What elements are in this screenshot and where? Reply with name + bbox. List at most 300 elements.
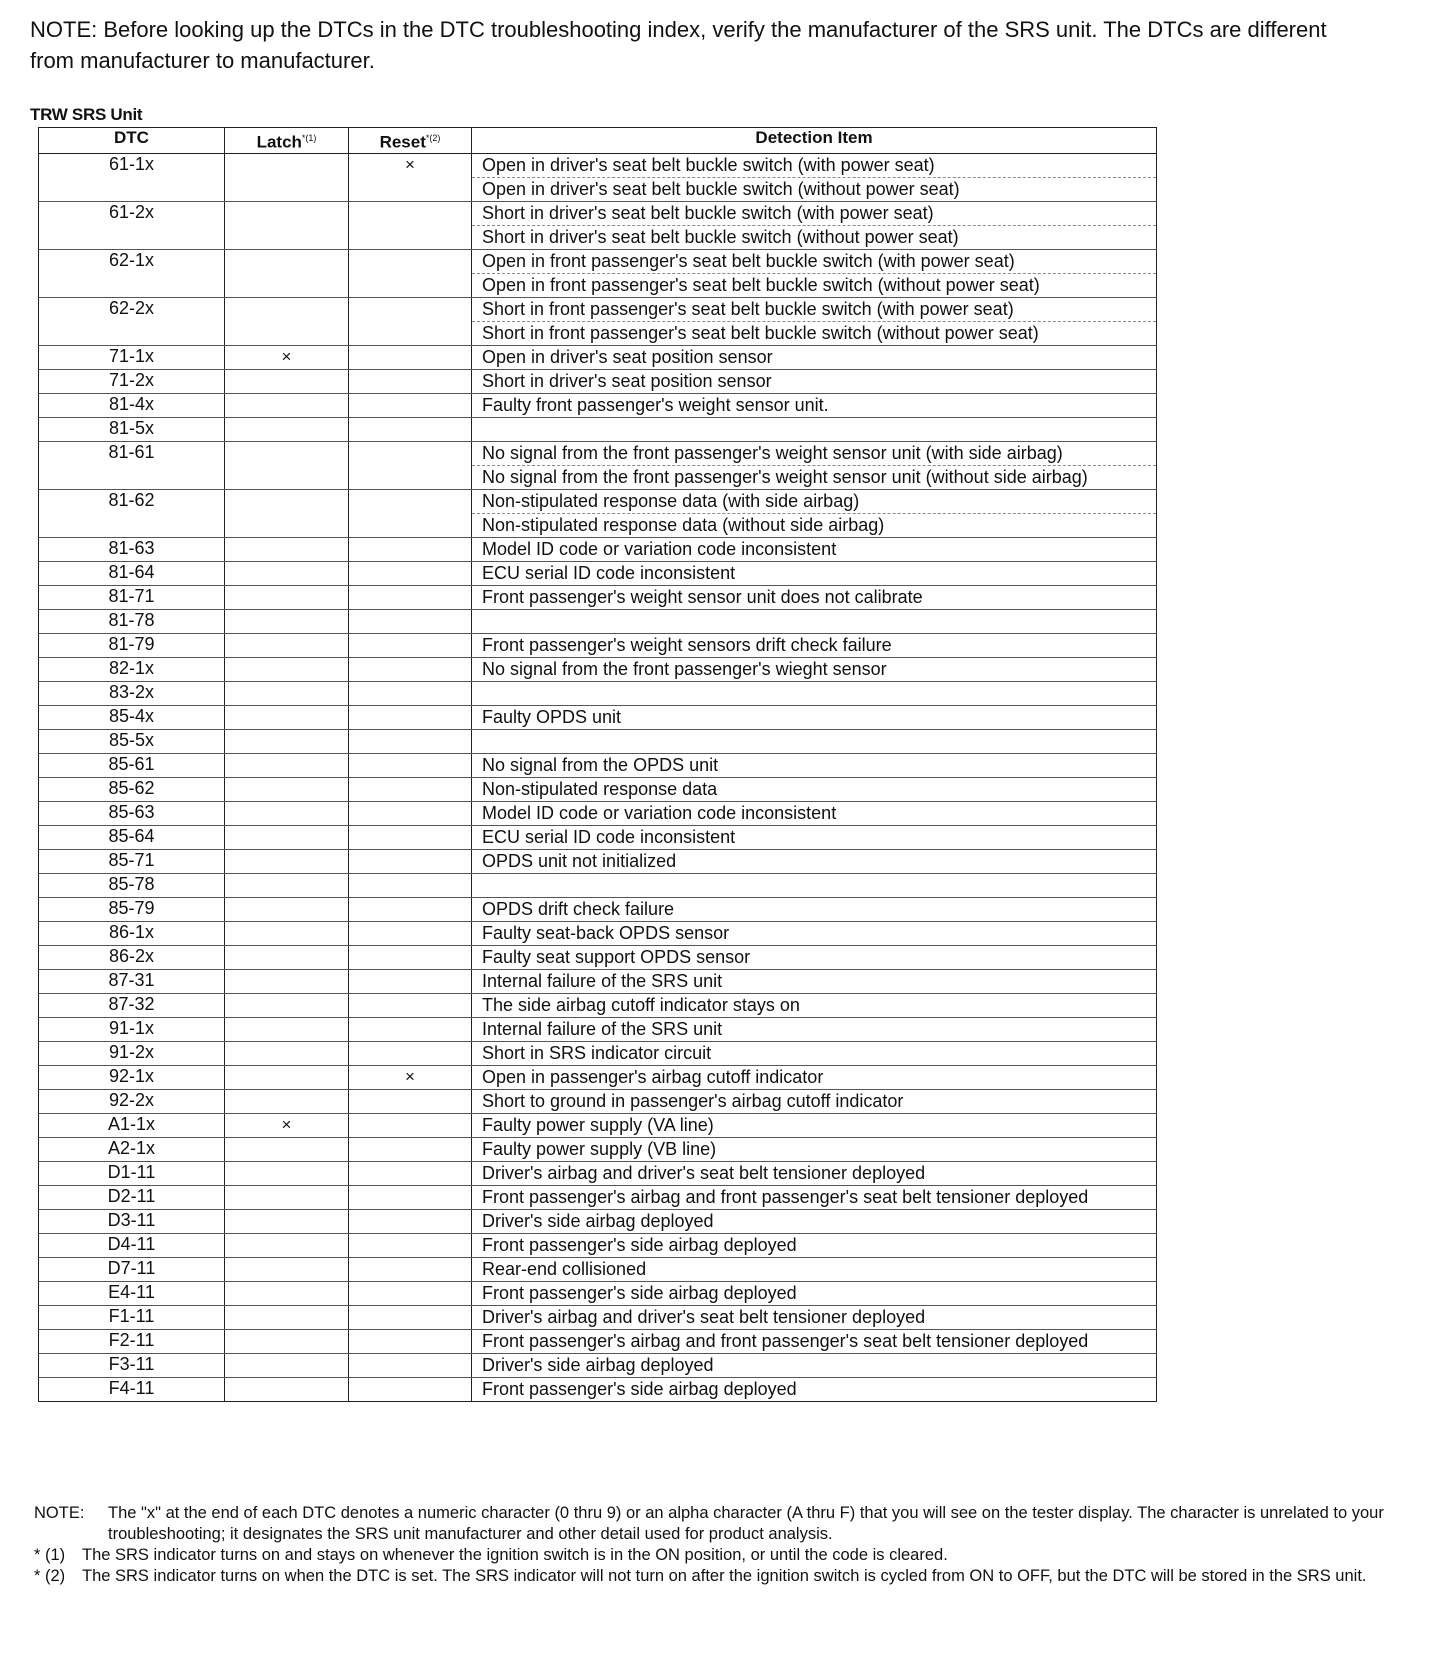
reset-mark [349,825,472,849]
detection-item: Front passenger's side airbag deployed [482,1378,797,1399]
detection-items [472,249,1157,297]
latch-mark [225,777,349,801]
detection-item: Open in driver's seat position sensor [482,346,773,367]
reset-mark [349,633,472,657]
reset-mark [349,393,472,417]
detection-item: Short in driver's seat belt buckle switch (without power seat) [482,226,959,247]
detection-item: Short in front passenger's seat belt buckle switch (without power seat) [482,322,1039,343]
latch-mark [225,1041,349,1065]
dtc-code: 85-5x [39,729,225,753]
dtc-code: 85-61 [39,753,225,777]
table-row [39,705,1157,729]
reset-mark [349,1329,472,1353]
detection-item: Model ID code or variation code inconsistent [482,802,837,823]
dtc-code: 86-2x [39,945,225,969]
dtc-code: D2-11 [39,1185,225,1209]
reset-mark: × [349,153,472,201]
header-dtc: DTC [39,128,225,154]
dtc-code: 81-5x [39,417,225,441]
latch-mark [225,153,349,201]
table-row [39,369,1157,393]
latch-mark [225,609,349,633]
latch-mark [225,729,349,753]
detection-item [472,730,1156,753]
latch-mark [225,681,349,705]
detection-items [472,753,1157,777]
latch-mark [225,849,349,873]
reset-mark [349,201,472,249]
detection-items [472,489,1157,537]
table-row [39,537,1157,561]
table-row [39,417,1157,441]
detection-item [472,610,1156,633]
reset-mark [349,897,472,921]
dtc-code: 81-62 [39,489,225,537]
table-row [39,897,1157,921]
detection-item: Driver's side airbag deployed [482,1210,714,1231]
reset-mark [349,1185,472,1209]
reset-mark [349,705,472,729]
detection-items [472,1065,1157,1089]
detection-items [472,945,1157,969]
detection-item: Short in driver's seat belt buckle switch (with power seat) [472,202,1156,226]
detection-item: Front passenger's airbag and front passenger's seat belt tensioner deployed [482,1330,1089,1351]
dtc-table [38,127,1157,1402]
latch-mark [225,417,349,441]
latch-mark [225,393,349,417]
dtc-code: 83-2x [39,681,225,705]
detection-items [472,1089,1157,1113]
reset-mark [349,1089,472,1113]
dtc-code: 85-64 [39,825,225,849]
reset-mark [349,873,472,897]
table-row [39,873,1157,897]
table-row [39,849,1157,873]
table-row [39,1017,1157,1041]
dtc-code: 81-78 [39,609,225,633]
dtc-code: 71-2x [39,369,225,393]
dtc-code: 61-2x [39,201,225,249]
reset-mark [349,1353,472,1377]
table-row [39,585,1157,609]
bottom-notes [34,1503,1394,1587]
table-row [39,1353,1157,1377]
reset-mark [349,561,472,585]
dtc-code: 85-62 [39,777,225,801]
table-row [39,1257,1157,1281]
detection-items [472,801,1157,825]
latch-mark [225,1257,349,1281]
dtc-code: F4-11 [39,1377,225,1401]
detection-item: OPDS drift check failure [482,898,675,919]
latch-mark [225,1089,349,1113]
table-row [39,345,1157,369]
dtc-code: 85-79 [39,897,225,921]
table-row [39,297,1157,345]
dtc-code: 82-1x [39,657,225,681]
latch-mark [225,1353,349,1377]
latch-mark [225,897,349,921]
table-row [39,153,1157,201]
table-row [39,1377,1157,1401]
table-row [39,1233,1157,1257]
detection-item: Internal failure of the SRS unit [482,1018,723,1039]
reset-mark [349,1233,472,1257]
table-row [39,753,1157,777]
detection-items [472,777,1157,801]
reset-mark [349,1305,472,1329]
reset-mark [349,801,472,825]
reset-mark [349,849,472,873]
detection-items [472,1137,1157,1161]
detection-items [472,609,1157,633]
detection-item [472,682,1156,705]
detection-items [472,201,1157,249]
dtc-code: A2-1x [39,1137,225,1161]
table-row [39,441,1157,489]
reset-mark [349,945,472,969]
dtc-code: 61-1x [39,153,225,201]
detection-items [472,369,1157,393]
footnote-2-text: The SRS indicator turns on when the DTC is set. The SRS indicator will not turn on after the ignition switch is cycled from ON to OFF, but the DTC will be stored in the SRS unit. [82,1567,1367,1585]
detection-item: Front passenger's weight sensor unit does not calibrate [482,586,923,607]
detection-item: Front passenger's side airbag deployed [482,1234,797,1255]
reset-mark [349,993,472,1017]
latch-mark [225,249,349,297]
table-row [39,921,1157,945]
footnote-2 [34,1566,1394,1587]
detection-item: Faulty power supply (VA line) [482,1114,714,1135]
detection-item: Non-stipulated response data [482,778,718,799]
dtc-code: 85-63 [39,801,225,825]
dtc-code: D7-11 [39,1257,225,1281]
detection-item: Faulty front passenger's weight sensor unit. [482,394,829,415]
detection-items [472,825,1157,849]
reset-mark [349,345,472,369]
footnote-1-text: The SRS indicator turns on and stays on whenever the ignition switch is in the ON position, or until the code is cleared. [82,1546,948,1564]
reset-mark [349,753,472,777]
dtc-code: 91-2x [39,1041,225,1065]
dtc-code: D1-11 [39,1161,225,1185]
dtc-code: 62-1x [39,249,225,297]
detection-items [472,849,1157,873]
detection-item: No signal from the front passenger's weight sensor unit (with side airbag) [472,442,1156,466]
latch-mark [225,945,349,969]
detection-items [472,537,1157,561]
latch-mark [225,921,349,945]
reset-mark [349,921,472,945]
reset-mark [349,249,472,297]
latch-mark [225,873,349,897]
latch-mark [225,489,349,537]
header-reset: Reset$^{*(2)}$ [349,128,472,154]
latch-mark [225,1281,349,1305]
reset-mark [349,609,472,633]
detection-item: No signal from the front passenger's wieght sensor [482,658,887,679]
header-detection-item: Detection Item [472,128,1157,154]
detection-item: Front passenger's weight sensors drift check failure [482,634,892,655]
reset-mark [349,585,472,609]
latch-mark [225,825,349,849]
latch-mark [225,801,349,825]
table-row [39,945,1157,969]
latch-mark [225,705,349,729]
dtc-code: 62-2x [39,297,225,345]
dtc-code: A1-1x [39,1113,225,1137]
detection-items [472,1329,1157,1353]
detection-item: No signal from the OPDS unit [482,754,719,775]
table-row [39,1329,1157,1353]
reset-mark: × [349,1065,472,1089]
latch-mark [225,1233,349,1257]
table-row [39,393,1157,417]
detection-items [472,585,1157,609]
dtc-code: 81-61 [39,441,225,489]
table-row [39,633,1157,657]
reset-mark [349,369,472,393]
latch-mark [225,1137,349,1161]
reset-mark [349,969,472,993]
footnote-1-label: * (1) [34,1546,66,1564]
latch-mark [225,633,349,657]
detection-item [472,418,1156,441]
reset-mark [349,297,472,345]
unit-title: TRW SRS Unit [30,105,143,124]
detection-item: Short in driver's seat position sensor [482,370,772,391]
table-row [39,1065,1157,1089]
reset-mark [349,1017,472,1041]
detection-items [472,1233,1157,1257]
reset-mark [349,729,472,753]
detection-items [472,969,1157,993]
latch-mark [225,1065,349,1089]
reset-mark [349,1377,472,1401]
table-row [39,249,1157,297]
detection-item: The side airbag cutoff indicator stays on [482,994,800,1015]
detection-item: ECU serial ID code inconsistent [482,562,736,583]
detection-items [472,729,1157,753]
detection-item: Model ID code or variation code inconsistent [482,538,837,559]
detection-items [472,993,1157,1017]
reset-mark [349,1041,472,1065]
detection-item: Short in front passenger's seat belt buckle switch (with power seat) [472,298,1156,322]
detection-items [472,417,1157,441]
dtc-code: 81-4x [39,393,225,417]
table-body [39,153,1157,1401]
table-row [39,993,1157,1017]
latch-mark [225,753,349,777]
detection-item: Faulty seat-back OPDS sensor [482,922,730,943]
table-row [39,1305,1157,1329]
top-note: NOTE: Before looking up the DTCs in the DTC troubleshooting index, verify the manufacturer of the SRS unit. The DTCs are different from manufacturer to manufacturer. [30,17,1327,73]
table-row [39,825,1157,849]
latch-mark [225,657,349,681]
table-row [39,1137,1157,1161]
detection-items [472,345,1157,369]
table-row [39,969,1157,993]
header-latch: Latch$^{*(1)}$ [225,128,349,154]
dtc-code: 92-1x [39,1065,225,1089]
detection-item: Non-stipulated response data (with side airbag) [472,490,1156,514]
dtc-code: 85-4x [39,705,225,729]
dtc-code: 85-78 [39,873,225,897]
dtc-code: 81-63 [39,537,225,561]
reset-mark [349,657,472,681]
reset-mark [349,489,472,537]
detection-items [472,657,1157,681]
detection-item: Open in front passenger's seat belt buckle switch (with power seat) [472,250,1156,274]
dtc-code: 85-71 [39,849,225,873]
detection-item: No signal from the front passenger's weight sensor unit (without side airbag) [482,466,1088,487]
table-row [39,609,1157,633]
footnote-1 [34,1545,1394,1566]
dtc-code: 92-2x [39,1089,225,1113]
latch-mark [225,297,349,345]
detection-item [472,874,1156,897]
detection-item: Faulty power supply (VB line) [482,1138,717,1159]
detection-items [472,1281,1157,1305]
table-row [39,729,1157,753]
dtc-code: F1-11 [39,1305,225,1329]
detection-items [472,1161,1157,1185]
detection-item: Open in driver's seat belt buckle switch (without power seat) [482,178,960,199]
reset-mark [349,1209,472,1233]
dtc-code: 71-1x [39,345,225,369]
detection-items [472,633,1157,657]
detection-items [472,1257,1157,1281]
detection-item: Driver's side airbag deployed [482,1354,714,1375]
reset-mark [349,417,472,441]
detection-item: Front passenger's side airbag deployed [482,1282,797,1303]
latch-mark [225,537,349,561]
table-row [39,1041,1157,1065]
dtc-code: 81-71 [39,585,225,609]
detection-items [472,873,1157,897]
detection-item: Open in passenger's airbag cutoff indicator [482,1066,824,1087]
detection-item: Faulty seat support OPDS sensor [482,946,751,967]
detection-items [472,1305,1157,1329]
detection-item: Open in front passenger's seat belt buckle switch (without power seat) [482,274,1040,295]
latch-mark [225,1377,349,1401]
dtc-code: D3-11 [39,1209,225,1233]
latch-mark: × [225,1113,349,1137]
latch-mark [225,201,349,249]
detection-items [472,681,1157,705]
reset-mark [349,537,472,561]
detection-items [472,705,1157,729]
latch-mark [225,1185,349,1209]
detection-item: Rear-end collisioned [482,1258,647,1279]
table-row [39,1281,1157,1305]
detection-item: Faulty OPDS unit [482,706,622,727]
detection-items [472,897,1157,921]
dtc-code: 81-79 [39,633,225,657]
detection-item: OPDS unit not initialized [482,850,677,871]
table-header-row [39,128,1157,154]
reset-mark [349,777,472,801]
table-row [39,561,1157,585]
dtc-code: 87-32 [39,993,225,1017]
detection-items [472,1017,1157,1041]
reset-mark [349,1257,472,1281]
latch-mark [225,1017,349,1041]
table-row [39,1161,1157,1185]
detection-item: Short to ground in passenger's airbag cutoff indicator [482,1090,904,1111]
reset-mark [349,681,472,705]
latch-mark [225,561,349,585]
dtc-code: F3-11 [39,1353,225,1377]
detection-item: Front passenger's airbag and front passenger's seat belt tensioner deployed [482,1186,1089,1207]
detection-item: Internal failure of the SRS unit [482,970,723,991]
note-x-character [34,1503,1394,1545]
footnote-2-label: * (2) [34,1567,66,1585]
detection-item: Driver's airbag and driver's seat belt tensioner deployed [482,1162,926,1183]
note-text: The "x" at the end of each DTC denotes a numeric character (0 thru 9) or an alpha character (A thru F) that you will see on the tester display. The character is unrelated to your troubleshooting; it designates the SRS unit manufacturer and other detail used for product analysis. [108,1504,1384,1543]
detection-items [472,1041,1157,1065]
table-row [39,1185,1157,1209]
dtc-code: D4-11 [39,1233,225,1257]
latch-mark: × [225,345,349,369]
dtc-code: 91-1x [39,1017,225,1041]
detection-items [472,561,1157,585]
detection-items [472,1353,1157,1377]
detection-item: Open in driver's seat belt buckle switch (with power seat) [472,154,1156,178]
detection-item: Short in SRS indicator circuit [482,1042,712,1063]
table-row [39,1089,1157,1113]
table-row [39,801,1157,825]
detection-items [472,1185,1157,1209]
latch-mark [225,585,349,609]
latch-mark [225,969,349,993]
dtc-code: 87-31 [39,969,225,993]
latch-mark [225,1161,349,1185]
latch-mark [225,369,349,393]
dtc-code: E4-11 [39,1281,225,1305]
dtc-code: F2-11 [39,1329,225,1353]
reset-mark [349,1281,472,1305]
reset-mark [349,1137,472,1161]
detection-item: ECU serial ID code inconsistent [482,826,736,847]
latch-mark [225,441,349,489]
latch-mark [225,1209,349,1233]
reset-mark [349,441,472,489]
latch-mark [225,1329,349,1353]
detection-items [472,1377,1157,1401]
table-row [39,1113,1157,1137]
detection-items [472,1113,1157,1137]
reset-mark [349,1113,472,1137]
detection-items [472,153,1157,201]
detection-items [472,1209,1157,1233]
table-row [39,777,1157,801]
detection-items [472,393,1157,417]
detection-item: Driver's airbag and driver's seat belt tensioner deployed [482,1306,926,1327]
detection-item: Non-stipulated response data (without side airbag) [482,514,885,535]
latch-mark [225,993,349,1017]
detection-items [472,441,1157,489]
detection-items [472,297,1157,345]
dtc-code: 81-64 [39,561,225,585]
table-row [39,681,1157,705]
table-row [39,489,1157,537]
note-label: NOTE: [34,1504,85,1522]
detection-items [472,921,1157,945]
table-row [39,657,1157,681]
latch-mark [225,1305,349,1329]
table-row [39,1209,1157,1233]
table-row [39,201,1157,249]
reset-mark [349,1161,472,1185]
